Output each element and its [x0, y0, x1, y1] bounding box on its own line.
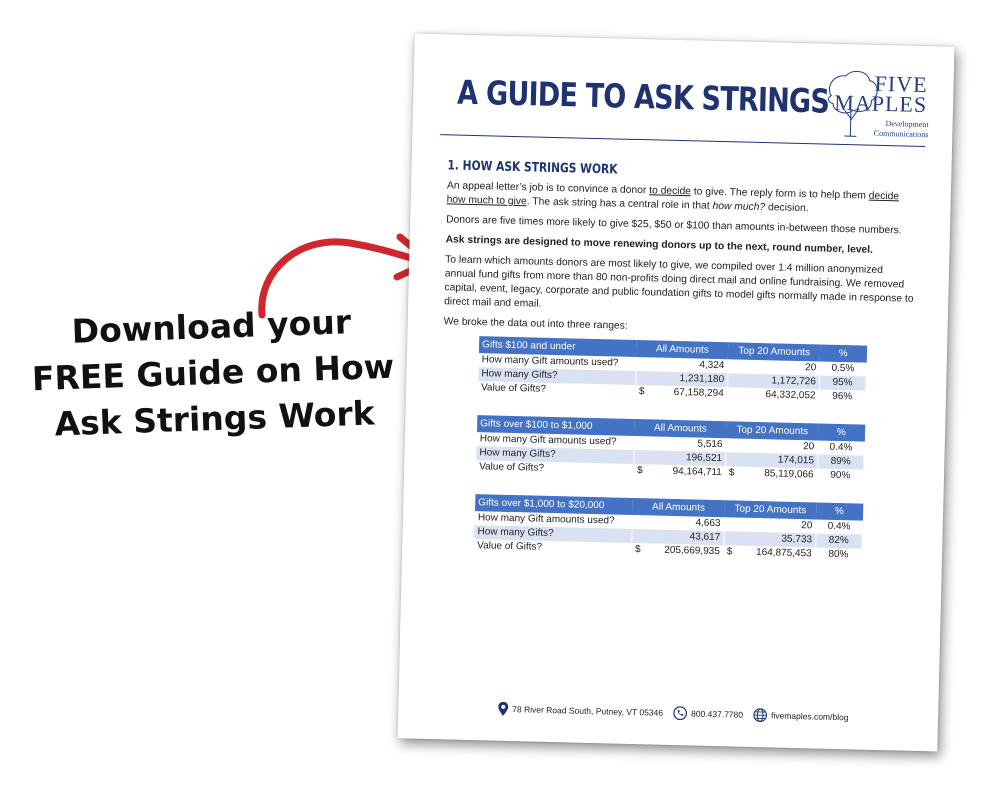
top-20-amounts-cell: $ 85,119,066: [725, 466, 817, 482]
row-label: How many Gift amounts used?: [475, 511, 633, 529]
percent-cell: 82%: [815, 533, 862, 548]
row-label: How many Gift amounts used?: [477, 432, 635, 450]
percent-cell: 95%: [819, 376, 866, 391]
location-pin-icon: [498, 702, 508, 716]
paragraph-3-bold: Ask strings are designed to move renewing donors up to the next, round number, level.: [445, 234, 874, 256]
table-header-cell: Top 20 Amounts: [724, 500, 816, 519]
promo-line-2: FREE Guide on How: [31, 346, 395, 399]
section-title: 1. HOW ASK STRINGS WORK: [447, 158, 618, 178]
five-maples-logo: [822, 66, 934, 155]
data-tables: [438, 335, 913, 563]
paragraph-2: Donors are five times more likely to give $25, $50 or $100 than amounts in-between those numbers.: [446, 214, 902, 237]
footer-address: 78 River Road South, Putney, VT 05346: [498, 702, 663, 720]
table-header-cell: Gifts over $100 to $1,000: [477, 415, 635, 436]
promo-line-3: Ask Strings Work: [53, 393, 376, 444]
logo-subtitle: Development Communications: [873, 119, 929, 140]
table-header-cell: Top 20 Amounts: [726, 421, 818, 440]
all-amounts-cell: $ 94,164,711: [633, 464, 725, 480]
percent-cell: 90%: [817, 468, 864, 483]
document-footer: [498, 702, 898, 726]
paragraph-1: An appeal letter’s job is to convince a donor to decide to give. The reply form is to help them decide how much to give. The ask string has a central role in that how much? decision.: [446, 180, 900, 215]
table-header-cell: Gifts over $1,000 to $20,000: [475, 494, 633, 515]
top-20-amounts-cell: 35,733: [724, 531, 816, 547]
all-amounts-cell: $ 67,158,294: [635, 385, 727, 401]
all-amounts-cell: 5,516: [634, 436, 726, 452]
table-header-cell: All Amounts: [634, 419, 726, 438]
guide-document[interactable]: [397, 34, 954, 752]
table-header-cell: Top 20 Amounts: [728, 342, 820, 361]
top-20-amounts-cell: 20: [728, 359, 820, 375]
all-amounts-cell: $ 205,669,935: [631, 543, 723, 559]
gifts-table: [474, 494, 863, 562]
row-label: How many Gifts?: [474, 525, 632, 543]
all-amounts-cell: 1,231,180: [636, 371, 728, 387]
all-amounts-cell: 4,324: [636, 357, 728, 373]
table-header-cell: %: [820, 345, 867, 363]
footer-website[interactable]: fivemaples.com/blog: [753, 708, 849, 724]
footer-phone: 800.437.7780: [673, 706, 743, 722]
paragraph-5: We broke the data out into three ranges:: [443, 316, 628, 332]
row-label: Value of Gifts?: [474, 539, 632, 557]
logo-text-five: FIVE: [874, 70, 928, 98]
row-label: Value of Gifts?: [478, 381, 636, 399]
row-label: How many Gift amounts used?: [479, 353, 637, 371]
row-label: Value of Gifts?: [476, 460, 634, 478]
percent-cell: 0.5%: [820, 362, 867, 377]
promo-line-1: Download your: [71, 302, 352, 351]
table-header-cell: %: [818, 423, 865, 441]
percent-cell: 0.4%: [818, 440, 865, 455]
logo-text-maples: MAPLES: [834, 89, 928, 118]
document-title: A GUIDE TO ASK STRINGS: [456, 72, 830, 121]
gifts-table: [478, 336, 867, 404]
table-header-cell: %: [816, 502, 863, 520]
paragraph-4: To learn which amounts donors are most likely to give, we compiled over 1.4 million anonymized annual fund gifts from more than 80 non-profits doing direct mail and online fundraising. We removed capital, event, legacy, corporate and public foundation gifts to model gifts normally made in response to direct mail and email.: [444, 254, 914, 310]
all-amounts-cell: 43,617: [632, 529, 724, 545]
top-20-amounts-cell: $ 164,875,453: [723, 545, 815, 561]
phone-icon: [673, 706, 687, 720]
percent-cell: 96%: [819, 389, 866, 404]
table-header-cell: All Amounts: [636, 340, 728, 359]
top-20-amounts-cell: 20: [724, 517, 816, 533]
top-20-amounts-cell: 20: [726, 438, 818, 454]
document-body: [438, 159, 918, 583]
top-20-amounts-cell: 174,015: [725, 452, 817, 468]
globe-icon: [753, 708, 767, 722]
row-label: How many Gifts?: [476, 446, 634, 464]
row-label: How many Gifts?: [478, 367, 636, 385]
all-amounts-cell: 196,521: [634, 450, 726, 466]
percent-cell: 0.4%: [816, 519, 863, 534]
all-amounts-cell: 4,663: [632, 515, 724, 531]
top-20-amounts-cell: 1,172,726: [727, 373, 819, 389]
percent-cell: 89%: [817, 454, 864, 469]
table-header-cell: All Amounts: [632, 498, 724, 517]
table-header-cell: Gifts $100 and under: [479, 336, 637, 357]
gifts-table: [476, 415, 865, 483]
top-20-amounts-cell: 64,332,052: [727, 387, 819, 403]
percent-cell: 80%: [815, 547, 862, 562]
